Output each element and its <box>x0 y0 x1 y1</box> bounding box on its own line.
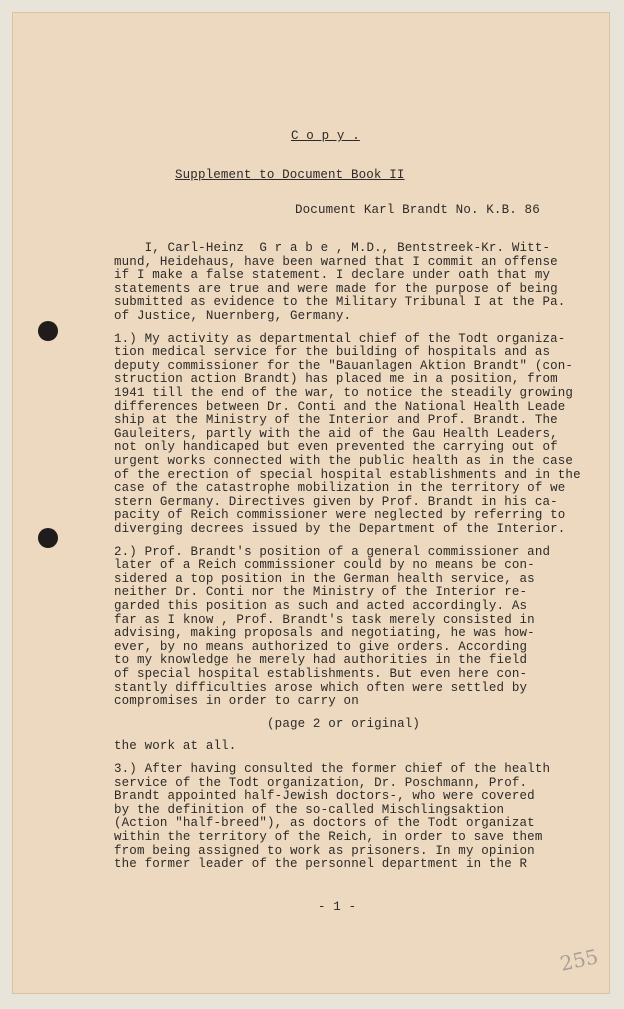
body-line: (Action "half-breed"), as doctors of the Todt organizat <box>114 816 535 831</box>
body-line: Gauleiters, partly with the aid of the Gau Health Leaders, <box>114 426 558 441</box>
body-line: not only handicaped but even prevented the carrying out of <box>114 440 558 455</box>
body-line: from being assigned to work as prisoners. In my opinion <box>114 843 535 858</box>
body-line: urgent works connected with the public health as in the case <box>114 454 574 468</box>
body-line: compromises in order to carry on <box>114 694 359 709</box>
page-number: - 1 - <box>318 900 357 914</box>
body-line: within the territory of the Reich, in order to save them <box>114 830 543 844</box>
body-line: stern Germany. Directives given by Prof. Brandt in his ca- <box>114 494 558 509</box>
body-line: of special hospital establishments. But even here con- <box>114 667 528 681</box>
body-line: 1.) My activity as departmental chief of the Todt organiza- <box>114 331 566 346</box>
body-line: far as I know , Prof. Brandt's task merely consisted in <box>114 612 535 627</box>
body-line: 3.) After having consulted the former chief of the health <box>114 762 551 776</box>
body-line: mund, Heidehaus, have been warned that I commit an offense <box>114 254 558 269</box>
body-line: stantly difficulties arose which often were settled by <box>114 680 528 695</box>
body-line: to my knowledge he merely had authorities in the field <box>114 653 528 668</box>
body-line: service of the Todt organization, Dr. Poschmann, Prof. <box>114 775 528 790</box>
body-line: case of the catastrophe mobilization in the territory of we <box>114 481 566 496</box>
body-line: diverging decrees issued by the Department of the Interior. <box>114 522 566 536</box>
body-line: if I make a false statement. I declare under oath that my <box>114 268 551 283</box>
punch-hole-icon <box>38 321 58 341</box>
body-line: Brandt appointed half-Jewish doctors-, who were covered <box>114 789 535 804</box>
body-line: (page 2 or original) <box>114 716 421 731</box>
heading-copy: C o p y . <box>291 129 360 143</box>
body-line: by the definition of the so-called Mischlingsaktion <box>114 802 505 817</box>
body-line: ever, by no means authorized to give orders. According <box>114 639 528 654</box>
body-line: pacity of Reich commissioner were neglected by referring to <box>114 508 566 523</box>
paper-sheet <box>12 12 610 994</box>
typed-document <box>12 12 610 994</box>
body-line: 2.) Prof. Brandt's position of a general commissioner and <box>114 544 551 559</box>
body-line: I, Carl-Heinz G r a b e , M.D., Bentstreek-Kr. Witt- <box>114 241 551 255</box>
body-line: submitted as evidence to the Military Tribunal I at the Pa. <box>114 295 566 310</box>
body-line: ship at the Ministry of the Interior and Prof. Brandt. The <box>114 413 558 428</box>
body-line: struction action Brandt) has placed me in a position, from <box>114 372 558 387</box>
body-line: statements are true and were made for the purpose of being <box>114 281 558 296</box>
handwritten-page-mark: 255 <box>557 944 601 976</box>
heading-supplement: Supplement to Document Book II <box>175 168 405 182</box>
body-line: neither Dr. Conti nor the Ministry of the Interior re- <box>114 585 528 600</box>
body-line: later of a Reich commissioner could by no means be con- <box>114 558 535 573</box>
body-line: of Justice, Nuernberg, Germany. <box>114 309 352 323</box>
body-line: differences between Dr. Conti and the National Health Leade <box>114 399 566 414</box>
body-line: deputy commissioner for the "Bauanlagen Aktion Brandt" (con- <box>114 358 574 373</box>
document-number: Document Karl Brandt No. K.B. 86 <box>295 203 540 217</box>
body-line: garded this position as such and acted accordingly. As <box>114 599 528 613</box>
body-line: the work at all. <box>114 739 237 754</box>
body-line: 1941 till the end of the war, to notice the steadily growing <box>114 386 574 400</box>
punch-hole-icon <box>38 528 58 548</box>
body-line: tion medical service for the building of hospitals and as <box>114 345 551 360</box>
body-line: of the erection of special hospital establishments and in the <box>114 467 581 482</box>
body-line: the former leader of the personnel department in the R <box>114 857 528 872</box>
body-line: advising, making proposals and negotiating, he was how- <box>114 626 535 641</box>
body-line: sidered a top position in the German health service, as <box>114 571 535 586</box>
